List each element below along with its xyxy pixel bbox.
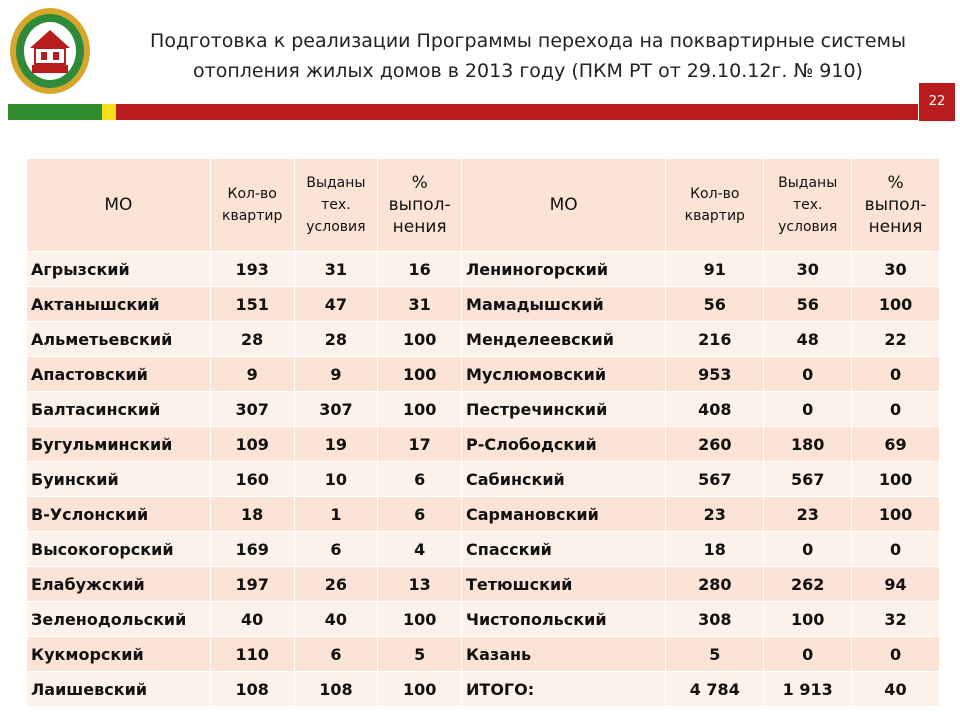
cell-mo-name: Апастовский <box>27 357 211 392</box>
cell-apartments: 197 <box>210 567 294 602</box>
cell-apartments: 108 <box>210 672 294 707</box>
cell-mo-name: Альметьевский <box>27 322 211 357</box>
table-row <box>27 462 940 497</box>
cell-conditions: 28 <box>294 322 378 357</box>
cell-percent: 100 <box>852 287 940 322</box>
cell-apartments: 953 <box>666 357 764 392</box>
cell-mo-name: Мамадышский <box>462 287 666 322</box>
cell-percent: 30 <box>852 252 940 287</box>
cell-conditions: 19 <box>294 427 378 462</box>
cell-mo-name: Кукморский <box>27 637 211 672</box>
cell-conditions: 108 <box>294 672 378 707</box>
cell-mo-name: В-Услонский <box>27 497 211 532</box>
table-header-row <box>27 159 940 252</box>
table-row <box>27 602 940 637</box>
page-number: 22 <box>919 83 955 121</box>
cell-percent: 6 <box>378 462 462 497</box>
cell-mo-name: Лаишевский <box>27 672 211 707</box>
table-row <box>27 287 940 322</box>
cell-apartments: 216 <box>666 322 764 357</box>
cell-conditions: 6 <box>294 532 378 567</box>
cell-mo-name: ИТОГО: <box>462 672 666 707</box>
cell-conditions: 0 <box>764 357 852 392</box>
cell-conditions: 0 <box>764 392 852 427</box>
cell-percent: 31 <box>378 287 462 322</box>
cell-percent: 100 <box>378 392 462 427</box>
cell-percent: 0 <box>852 532 940 567</box>
cell-percent: 13 <box>378 567 462 602</box>
cell-mo-name: Р-Слободский <box>462 427 666 462</box>
cell-mo-name: Муслюмовский <box>462 357 666 392</box>
cell-percent: 17 <box>378 427 462 462</box>
cell-mo-name: Сабинский <box>462 462 666 497</box>
cell-apartments: 109 <box>210 427 294 462</box>
table-row <box>27 427 940 462</box>
cell-mo-name: Бугульминский <box>27 427 211 462</box>
cell-percent: 22 <box>852 322 940 357</box>
cell-apartments: 408 <box>666 392 764 427</box>
table-row <box>27 357 940 392</box>
table-row <box>27 672 940 707</box>
cell-apartments: 28 <box>210 322 294 357</box>
cell-conditions: 0 <box>764 637 852 672</box>
cell-mo-name: Зеленодольский <box>27 602 211 637</box>
col-header-apartments-2: Кол-во квартир <box>666 159 764 252</box>
cell-apartments: 160 <box>210 462 294 497</box>
green-stripe <box>8 104 102 120</box>
cell-mo-name: Сармановский <box>462 497 666 532</box>
cell-apartments: 23 <box>666 497 764 532</box>
cell-apartments: 4 784 <box>666 672 764 707</box>
cell-conditions: 9 <box>294 357 378 392</box>
cell-conditions: 262 <box>764 567 852 602</box>
table-row <box>27 392 940 427</box>
cell-mo-name: Тетюшский <box>462 567 666 602</box>
cell-percent: 4 <box>378 532 462 567</box>
cell-percent: 69 <box>852 427 940 462</box>
table-row <box>27 497 940 532</box>
cell-conditions: 47 <box>294 287 378 322</box>
cell-mo-name: Высокогорский <box>27 532 211 567</box>
cell-percent: 100 <box>378 357 462 392</box>
cell-apartments: 18 <box>210 497 294 532</box>
cell-percent: 40 <box>852 672 940 707</box>
col-header-percent: % выпол-нения <box>378 159 462 252</box>
cell-mo-name: Спасский <box>462 532 666 567</box>
cell-conditions: 0 <box>764 532 852 567</box>
table-row <box>27 637 940 672</box>
cell-conditions: 40 <box>294 602 378 637</box>
emblem-icon <box>8 6 92 96</box>
cell-conditions: 26 <box>294 567 378 602</box>
cell-percent: 32 <box>852 602 940 637</box>
table-row <box>27 252 940 287</box>
cell-apartments: 260 <box>666 427 764 462</box>
cell-percent: 100 <box>378 602 462 637</box>
cell-apartments: 91 <box>666 252 764 287</box>
cell-apartments: 110 <box>210 637 294 672</box>
page-title <box>118 26 938 86</box>
cell-percent: 100 <box>852 462 940 497</box>
table-row <box>27 322 940 357</box>
cell-mo-name: Агрызский <box>27 252 211 287</box>
ministry-logo <box>8 6 92 96</box>
cell-conditions: 56 <box>764 287 852 322</box>
cell-mo-name: Менделеевский <box>462 322 666 357</box>
cell-apartments: 40 <box>210 602 294 637</box>
cell-conditions: 6 <box>294 637 378 672</box>
cell-conditions: 10 <box>294 462 378 497</box>
cell-mo-name: Балтасинский <box>27 392 211 427</box>
cell-percent: 100 <box>852 497 940 532</box>
cell-mo-name: Лениногорский <box>462 252 666 287</box>
cell-apartments: 5 <box>666 637 764 672</box>
cell-conditions: 567 <box>764 462 852 497</box>
red-stripe <box>116 104 918 120</box>
col-header-mo-2: МО <box>462 159 666 252</box>
col-header-conditions: Выданы тех. условия <box>294 159 378 252</box>
cell-percent: 0 <box>852 637 940 672</box>
cell-conditions: 180 <box>764 427 852 462</box>
cell-apartments: 56 <box>666 287 764 322</box>
cell-percent: 94 <box>852 567 940 602</box>
cell-apartments: 308 <box>666 602 764 637</box>
title-line-2: отопления жилых домов в 2013 году (ПКМ РТ от 29.10.12г. № 910) <box>193 60 863 82</box>
yellow-stripe <box>102 104 116 120</box>
cell-conditions: 48 <box>764 322 852 357</box>
data-table <box>26 158 940 707</box>
cell-mo-name: Казань <box>462 637 666 672</box>
col-header-percent-2: % выпол-нения <box>852 159 940 252</box>
cell-percent: 5 <box>378 637 462 672</box>
cell-apartments: 567 <box>666 462 764 497</box>
cell-apartments: 18 <box>666 532 764 567</box>
cell-mo-name: Пестречинский <box>462 392 666 427</box>
cell-apartments: 280 <box>666 567 764 602</box>
cell-mo-name: Чистопольский <box>462 602 666 637</box>
cell-apartments: 193 <box>210 252 294 287</box>
table-row <box>27 567 940 602</box>
col-header-apartments: Кол-во квартир <box>210 159 294 252</box>
cell-percent: 0 <box>852 357 940 392</box>
cell-apartments: 9 <box>210 357 294 392</box>
cell-apartments: 307 <box>210 392 294 427</box>
cell-conditions: 307 <box>294 392 378 427</box>
cell-conditions: 1 <box>294 497 378 532</box>
cell-percent: 100 <box>378 322 462 357</box>
cell-apartments: 151 <box>210 287 294 322</box>
cell-percent: 6 <box>378 497 462 532</box>
cell-percent: 16 <box>378 252 462 287</box>
cell-mo-name: Актанышский <box>27 287 211 322</box>
cell-conditions: 1 913 <box>764 672 852 707</box>
cell-mo-name: Елабужский <box>27 567 211 602</box>
cell-mo-name: Буинский <box>27 462 211 497</box>
col-header-mo: МО <box>27 159 211 252</box>
cell-conditions: 31 <box>294 252 378 287</box>
cell-percent: 100 <box>378 672 462 707</box>
cell-percent: 0 <box>852 392 940 427</box>
cell-conditions: 30 <box>764 252 852 287</box>
cell-conditions: 100 <box>764 602 852 637</box>
col-header-conditions-2: Выданы тех. условия <box>764 159 852 252</box>
cell-conditions: 23 <box>764 497 852 532</box>
table-row <box>27 532 940 567</box>
cell-apartments: 169 <box>210 532 294 567</box>
title-line-1: Подготовка к реализации Программы перехода на поквартирные системы <box>150 30 906 52</box>
